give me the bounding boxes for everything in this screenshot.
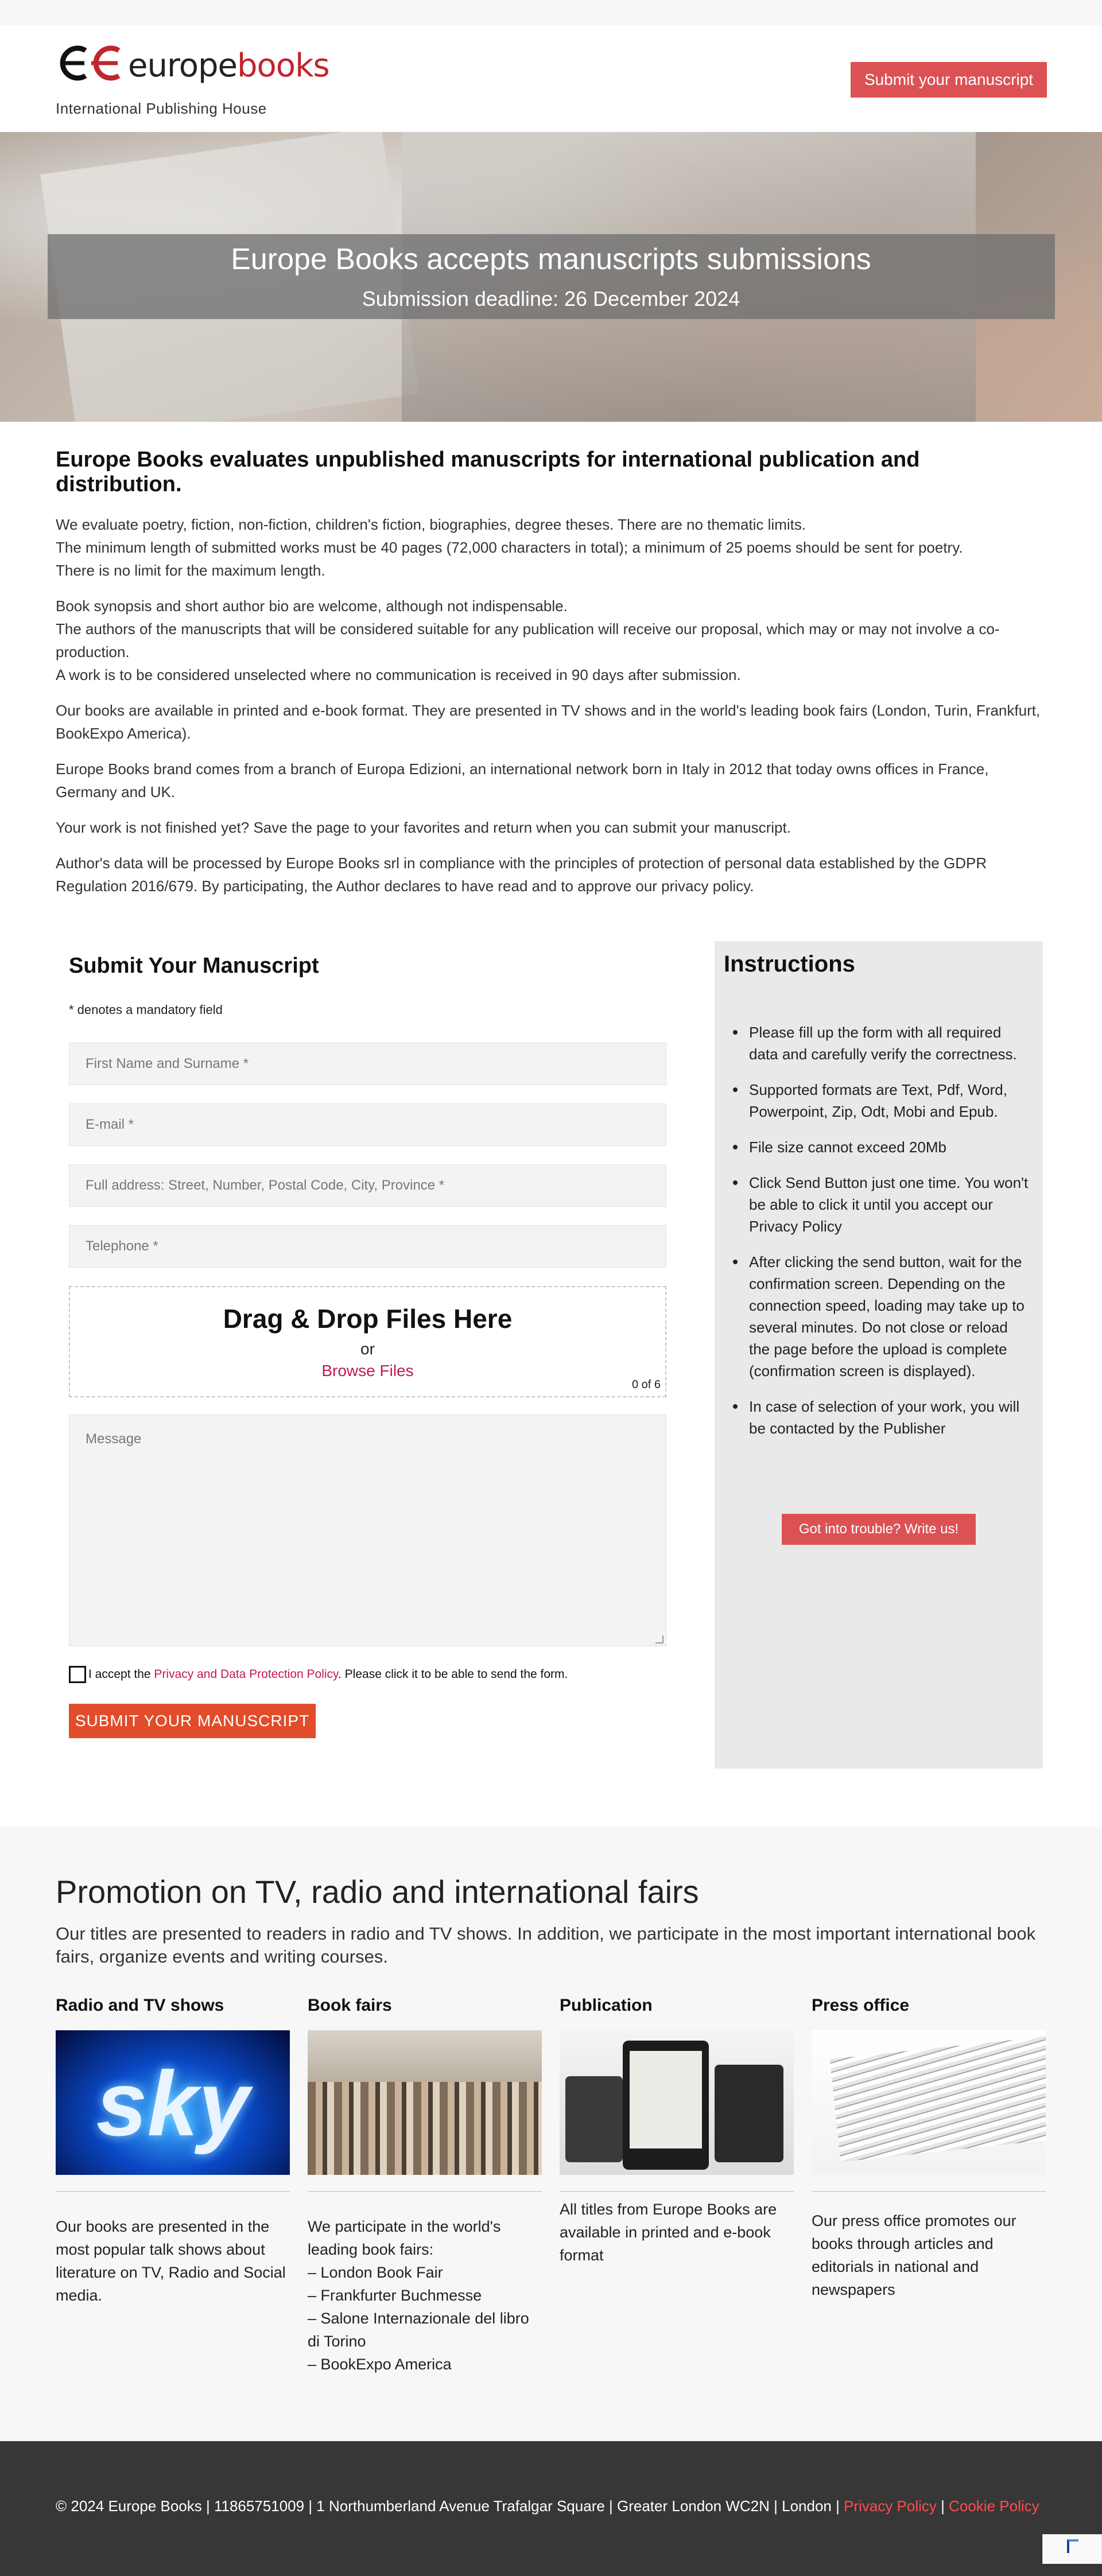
accept-suffix: . Please click it to be able to send the form. (338, 1668, 568, 1681)
intro-paragraph (56, 513, 1046, 582)
promo-column-tv (56, 1996, 290, 2307)
dropzone-or: or (360, 1340, 375, 1358)
file-dropzone[interactable] (69, 1286, 666, 1397)
divider (812, 2191, 1046, 2192)
promo-column-publication (560, 1996, 794, 2267)
message-textarea[interactable] (69, 1415, 666, 1646)
instruction-item: File size cannot exceed 20Mb (749, 1136, 1030, 1158)
divider (308, 2191, 542, 2192)
logo-main: europe (128, 47, 237, 84)
instruction-item: After clicking the send button, wait for the confirmation screen. Depending on the connection speed, loading may take up to several minutes. Do not close or reload the page before the upload is complete (confirmation screen is displayed). (749, 1251, 1030, 1382)
instruction-item: Supported formats are Text, Pdf, Word, Powerpoint, Zip, Odt, Mobi and Epub. (749, 1079, 1030, 1122)
tagline: International Publishing House (56, 100, 267, 117)
site-header (0, 25, 1102, 132)
intro-heading: Europe Books evaluates unpublished manuscripts for international publication and distribution. (56, 448, 920, 496)
accept-prefix: I accept the (88, 1668, 154, 1681)
form-title: Submit Your Manuscript (69, 954, 319, 978)
promo-line: – Salone Internazionale del libro di Torino (308, 2310, 529, 2350)
promo-column-title: Radio and TV shows (56, 1996, 224, 2015)
intro-line: There is no limit for the maximum length. (56, 562, 325, 579)
instruction-item: In case of selection of your work, you will be contacted by the Publisher (749, 1396, 1030, 1439)
promotion-lead: Our titles are presented to readers in radio and TV shows. In addition, we participate in the most important international book fairs, organize events and writing courses. (56, 1924, 1036, 1967)
footer-separator: | (936, 2497, 949, 2515)
intro-paragraph: Our books are available in printed and e-book format. They are presented in TV shows and in the world's leading book fairs (London, Turin, Frankfurt, BookExpo America). (56, 702, 1041, 742)
promo-column-title: Book fairs (308, 1996, 392, 2015)
intro-paragraph (56, 595, 1046, 686)
promo-line: We participate in the world's leading book fairs: (308, 2218, 501, 2258)
intro-line: The minimum length of submitted works must be 40 pages (72,000 characters in total); a minimum of 25 poems should be sent for poetry. (56, 539, 963, 556)
ereader-device (565, 2076, 623, 2162)
promo-line: – Frankfurter Buchmesse (308, 2287, 482, 2304)
intro-line: Book synopsis and short author bio are welcome, although not indispensable. (56, 597, 568, 615)
promo-line: – BookExpo America (308, 2356, 452, 2373)
address-input[interactable]: Full address: Street, Number, Postal Code, City, Province * (69, 1164, 666, 1207)
privacy-checkbox[interactable] (69, 1666, 86, 1683)
contact-us-button[interactable]: Got into trouble? Write us! (782, 1514, 976, 1545)
header-submit-button[interactable]: Submit your manuscript (851, 62, 1047, 98)
promo-column-text (308, 2215, 542, 2376)
promotion-section (0, 1827, 1102, 2441)
ereader-screen (630, 2051, 702, 2148)
intro-line: A work is to be considered unselected where no communication is received in 90 days after submission. (56, 666, 741, 683)
promo-column-text: Our press office promotes our books through articles and editorials in national and newspapers (812, 2212, 1016, 2298)
footer-cookie-link[interactable]: Cookie Policy (949, 2497, 1039, 2515)
sky-logo-image (56, 2030, 290, 2175)
promo-column-title: Press office (812, 1996, 910, 2015)
intro-section (56, 448, 1046, 910)
divider (560, 2191, 794, 2192)
promotion-title: Promotion on TV, radio and international fairs (56, 1874, 699, 1910)
newspaper-stack (830, 2037, 1046, 2162)
instruction-item: Please fill up the form with all required data and carefully verify the correctness. (749, 1021, 1030, 1065)
mandatory-note: * denotes a mandatory field (69, 1003, 223, 1017)
footer-copyright: © 2024 Europe Books | 11865751009 | 1 Northumberland Avenue Trafalgar Square | Greater London WC2N | London | (56, 2497, 844, 2515)
instructions-panel (715, 941, 1043, 1769)
site-logo[interactable] (56, 38, 329, 117)
ereader-device (715, 2065, 783, 2162)
top-strip (0, 0, 1102, 25)
promo-line: – London Book Fair (308, 2264, 443, 2281)
intro-paragraph: Europe Books brand comes from a branch of Europa Edizioni, an international network born in Italy in 2012 that today owns offices in France, Germany and UK. (56, 760, 989, 801)
file-count: 0 of 6 (631, 1378, 661, 1391)
promo-column-title: Publication (560, 1996, 653, 2015)
name-input[interactable]: First Name and Surname * (69, 1043, 666, 1085)
recaptcha-icon (1067, 2539, 1078, 2553)
hero-banner (0, 132, 1102, 422)
instruction-item: Click Send Button just one time. You won't be able to click it until you accept our Privacy Policy (749, 1172, 1030, 1237)
promo-column-press (812, 1996, 1046, 2301)
privacy-policy-link[interactable]: Privacy and Data Protection Policy (154, 1668, 338, 1681)
logo-wordmark (128, 47, 329, 84)
telephone-input[interactable]: Telephone * (69, 1225, 666, 1268)
message-placeholder: Message (86, 1431, 142, 1447)
submit-manuscript-button[interactable]: SUBMIT YOUR MANUSCRIPT (69, 1704, 316, 1738)
book-fair-image (308, 2030, 542, 2175)
recaptcha-badge-icon[interactable] (1042, 2534, 1102, 2564)
privacy-accept-row (69, 1666, 666, 1685)
newspapers-image (812, 2030, 1046, 2175)
footer-privacy-link[interactable]: Privacy Policy (844, 2497, 937, 2515)
promo-column-text: Our books are presented in the most popular talk shows about literature on TV, Radio and Social media. (56, 2218, 286, 2304)
intro-line: We evaluate poetry, fiction, non-fiction, children's fiction, biographies, degree theses. There are no thematic limits. (56, 516, 806, 533)
logo-accent: books (237, 47, 329, 84)
intro-paragraph: Your work is not finished yet? Save the page to your favorites and return when you can submit your manuscript. (56, 819, 791, 836)
site-footer (0, 2441, 1102, 2576)
instructions-list (749, 1021, 1030, 1453)
hero-title: Europe Books accepts manuscripts submissions (231, 243, 871, 276)
sky-logo-text: sky (96, 2052, 250, 2155)
promo-column-text: All titles from Europe Books are available in printed and e-book format (560, 2201, 777, 2264)
intro-line: The authors of the manuscripts that will be considered suitable for any publication will receive our proposal, which may or may not involve a co-production. (56, 620, 1000, 660)
intro-paragraph: Author's data will be processed by Europe Books srl in compliance with the principles of protection of personal data established by the GDPR Regulation 2016/679. By participating, the Author declares to have read and to approve our privacy policy. (56, 854, 987, 895)
browse-files-link[interactable]: Browse Files (321, 1362, 414, 1380)
promo-column-fairs (308, 1996, 542, 2376)
logo-mark-icon (56, 38, 125, 90)
resize-handle-icon[interactable] (655, 1635, 663, 1643)
divider (56, 2191, 290, 2192)
manuscript-form (69, 941, 666, 1738)
instructions-title: Instructions (724, 951, 855, 977)
hero-subtitle: Submission deadline: 26 December 2024 (362, 287, 740, 310)
dropzone-title: Drag & Drop Files Here (223, 1304, 513, 1334)
ereader-image (560, 2030, 794, 2175)
footer-text (56, 2497, 1039, 2515)
email-input[interactable]: E-mail * (69, 1104, 666, 1146)
